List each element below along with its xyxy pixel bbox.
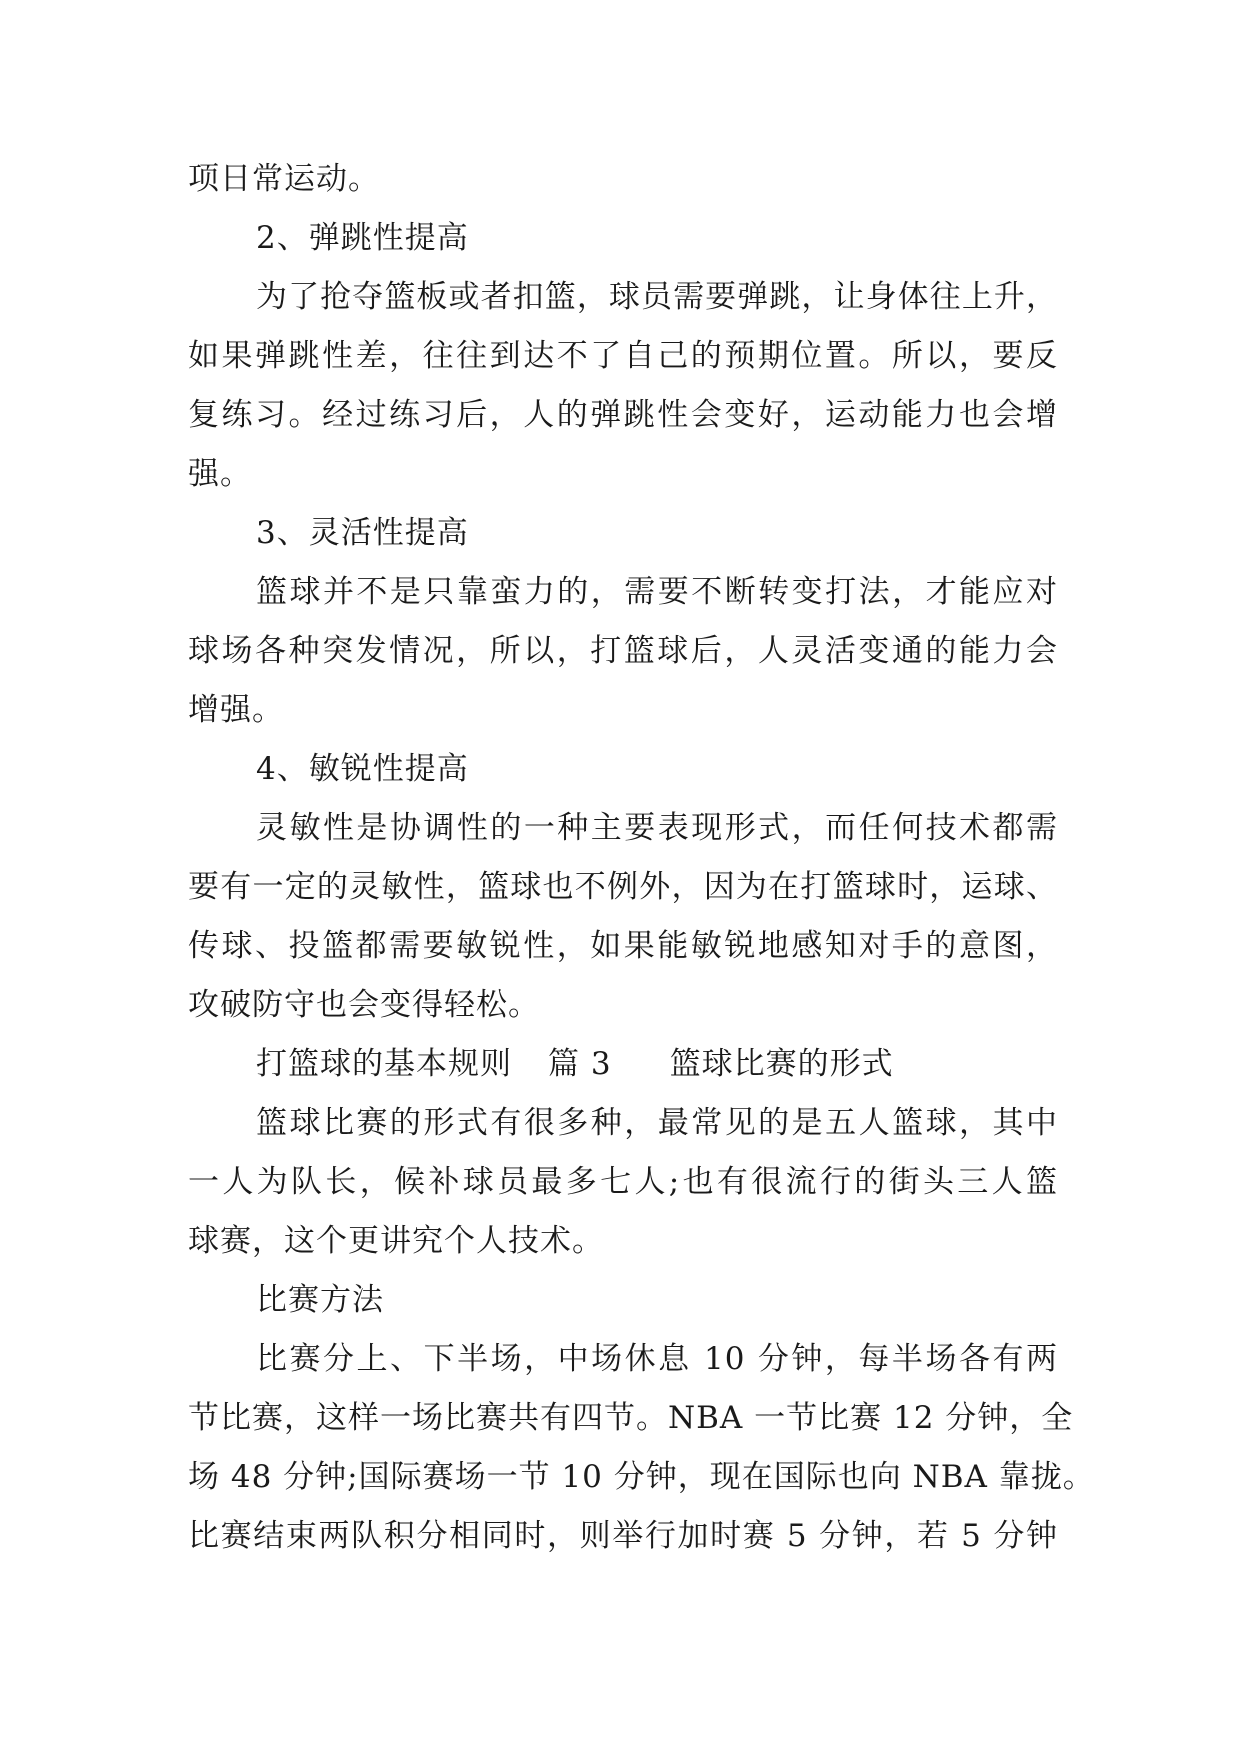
article-heading xyxy=(188,1035,1058,1094)
paragraph-line: 比赛结束两队积分相同时，则举行加时赛 5 分钟，若 5 分钟 xyxy=(188,1518,1058,1554)
paragraph-line: 增强。 xyxy=(188,692,284,728)
section-heading: 3、灵活性提高 xyxy=(256,515,469,551)
paragraph-line: 球场各种突发情况，所以，打篮球后，人灵活变通的能力会 xyxy=(188,633,1058,669)
paragraph-line: 强。 xyxy=(188,456,252,492)
section-heading: 2、弹跳性提高 xyxy=(256,220,469,256)
article-section-title: 篮球比赛的形式 xyxy=(669,1046,894,1082)
section-heading: 4、敏锐性提高 xyxy=(256,751,469,787)
paragraph-line: 传球、投篮都需要敏锐性，如果能敏锐地感知对手的意图， xyxy=(188,928,1058,964)
paragraph-line: 比赛分上、下半场，中场休息 10 分钟，每半场各有两 xyxy=(256,1341,1058,1377)
paragraph-line: 篮球比赛的形式有很多种，最常见的是五人篮球，其中 xyxy=(256,1105,1058,1141)
paragraph-line: 攻破防守也会变得轻松。 xyxy=(188,987,540,1023)
paragraph-line: 如果弹跳性差，往往到达不了自己的预期位置。所以，要反 xyxy=(188,338,1058,374)
document-body xyxy=(188,150,1095,1566)
paragraph-line: 要有一定的灵敏性，篮球也不例外，因为在打篮球时，运球、 xyxy=(188,869,1058,905)
paragraph-line: 篮球并不是只靠蛮力的，需要不断转变打法，才能应对 xyxy=(256,574,1058,610)
paragraph-line: 一人为队长，候补球员最多七人;也有很流行的街头三人篮 xyxy=(188,1164,1058,1200)
section-heading: 比赛方法 xyxy=(256,1282,384,1318)
paragraph-line: 节比赛，这样一场比赛共有四节。NBA 一节比赛 12 分钟，全 xyxy=(188,1400,1074,1436)
paragraph-line: 球赛，这个更讲究个人技术。 xyxy=(188,1223,604,1259)
paragraph-line: 为了抢夺篮板或者扣篮，球员需要弹跳，让身体往上升， xyxy=(256,279,1058,315)
paragraph-line: 复练习。经过练习后，人的弹跳性会变好，运动能力也会增 xyxy=(188,397,1058,433)
paragraph-line: 灵敏性是协调性的一种主要表现形式，而任何技术都需 xyxy=(256,810,1058,846)
paragraph-line: 场 48 分钟;国际赛场一节 10 分钟，现在国际也向 NBA 靠拢。 xyxy=(188,1459,1095,1495)
article-part-label: 篇 3 xyxy=(548,1046,612,1082)
paragraph-line: 项日常运动。 xyxy=(188,161,380,197)
article-title: 打篮球的基本规则 xyxy=(256,1046,512,1082)
